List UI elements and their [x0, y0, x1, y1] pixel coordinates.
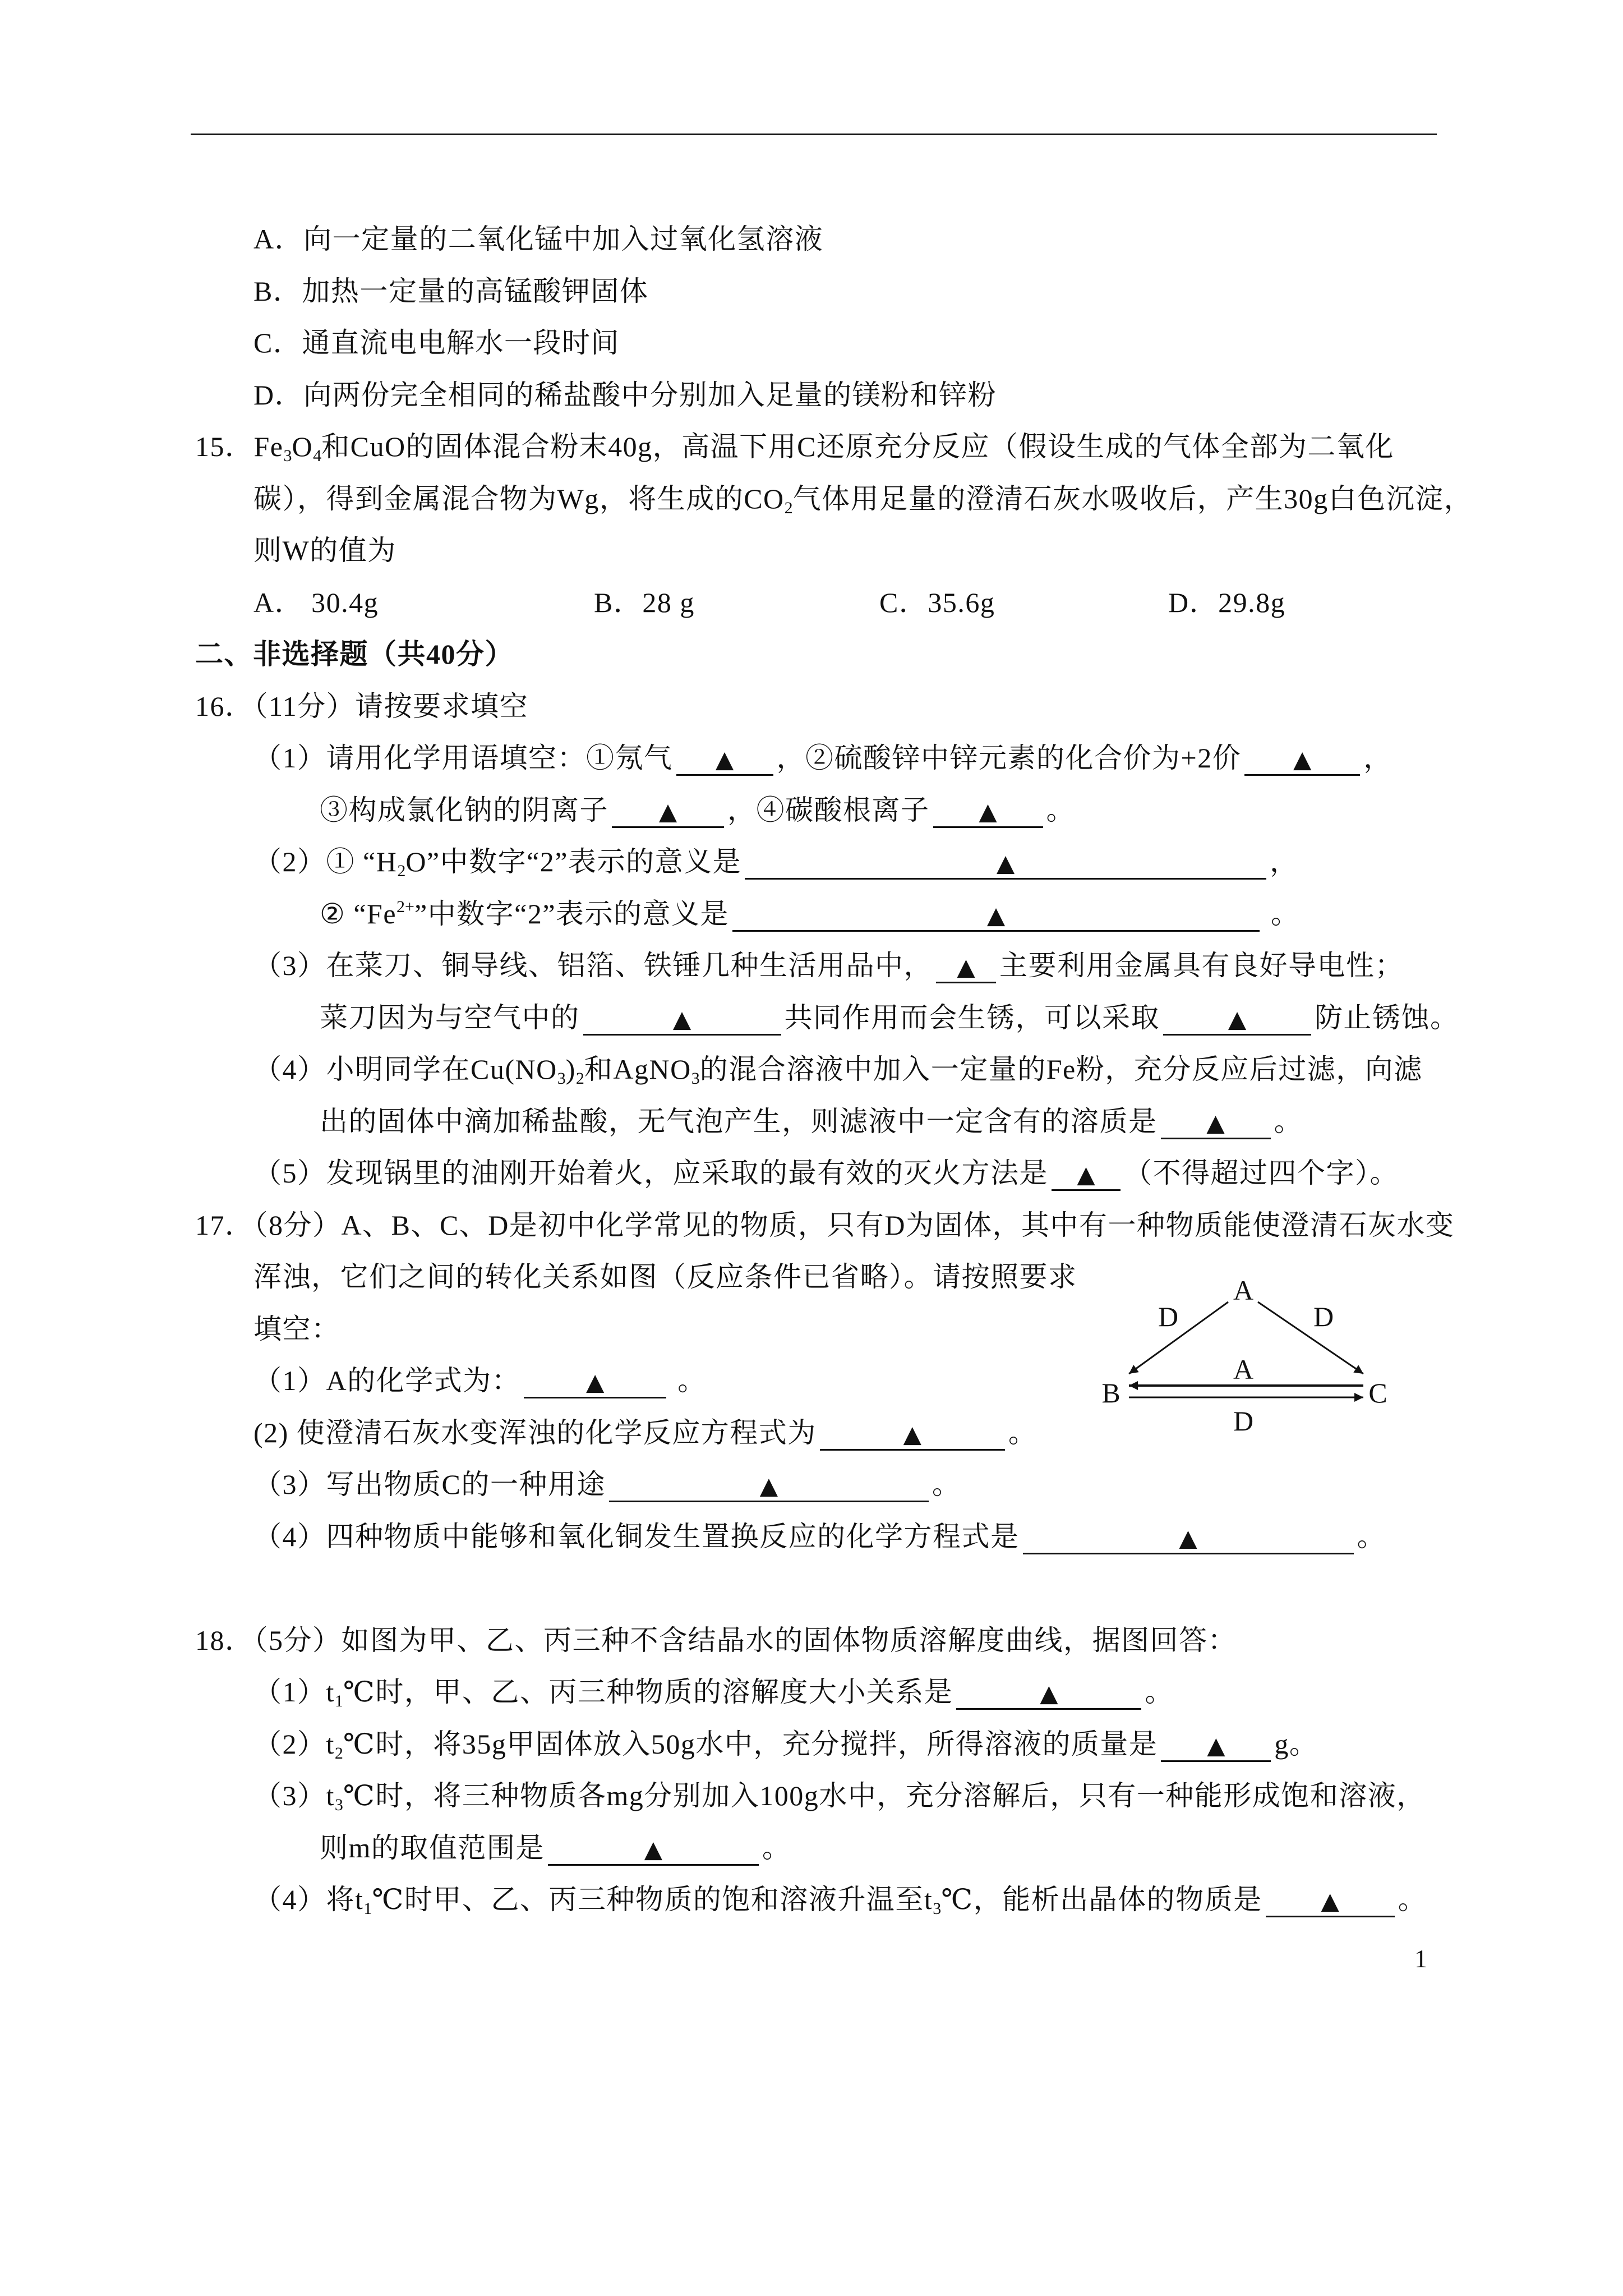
heading-text: （11分）请按要求填空: [253, 690, 529, 722]
subscript: 3: [557, 1069, 566, 1088]
q16-part4-line-2: [0, 1096, 1623, 1148]
q16-heading: [0, 680, 1623, 733]
part-text: 的混合溶液中加入一定量的Fe粉，充分反应后过滤，向滤: [699, 1053, 1423, 1085]
triangle-icon: ▲: [979, 797, 997, 825]
node-a-label: A: [1233, 1274, 1254, 1306]
answer-blank: [933, 794, 1043, 828]
stem-text: （5分）如图为甲、乙、丙三种不含结晶水的固体物质溶解度曲线，据图回答：: [253, 1624, 1237, 1656]
triangle-icon: ▲: [996, 849, 1015, 877]
node-c-label: C: [1368, 1377, 1387, 1409]
answer-blank: [732, 898, 1260, 932]
edge-b-to-c-label: D: [1233, 1405, 1254, 1437]
triangle-icon: ▲: [986, 901, 1006, 929]
triangle-icon: ▲: [1207, 1731, 1225, 1759]
option-text: C．通直流电电解水一段时间: [253, 327, 620, 358]
header-rule: [191, 134, 1437, 135]
part-text: 。: [1008, 1416, 1038, 1448]
option-text: A．向一定量的二氧化锰中加入过氧化氢溶液: [253, 223, 824, 255]
part-text: 菜刀因为与空气中的: [320, 1001, 580, 1033]
part-text: 。: [1263, 898, 1300, 930]
part-text: ℃时，甲、乙、丙三种物质的溶解度大小关系是: [343, 1676, 953, 1708]
answer-blank: [1052, 1157, 1121, 1191]
answer-blank: [936, 949, 996, 983]
option-text: D．向两份完全相同的稀盐酸中分别加入足量的镁粉和锌粉: [253, 379, 997, 411]
q15-option-b: B．28 g: [594, 586, 695, 618]
q18-part4: [0, 1874, 1623, 1926]
answer-blank: [583, 1001, 781, 1036]
q16-part2-line-2: [0, 888, 1623, 940]
q17-part4: [0, 1511, 1623, 1563]
part-text: 。: [1046, 794, 1075, 826]
part-text: （1）t: [253, 1676, 335, 1708]
subscript: 4: [313, 447, 322, 465]
q18-stem: [0, 1614, 1623, 1667]
part-text: ℃时，将35g甲固体放入50g水中，充分搅拌，所得溶液的质量是: [343, 1728, 1158, 1760]
q15-stem-line-3: [0, 524, 1623, 577]
q16-part1-line-2: [0, 784, 1623, 836]
answer-blank: [676, 742, 773, 776]
q16-part2-line-1: [0, 836, 1623, 888]
subscript: 2: [397, 862, 406, 880]
answer-blank: [820, 1416, 1005, 1451]
triangle-icon: ▲: [1206, 1108, 1225, 1137]
part-text: ℃时甲、乙、丙三种物质的饱和溶液升温至t: [372, 1884, 933, 1915]
subscript: 2: [575, 1069, 584, 1088]
spacer-line: [0, 1562, 1623, 1614]
part-text: 主要利用金属具有良好导电性；: [999, 950, 1404, 981]
part-text: ，④碳酸根离子: [727, 794, 930, 826]
edge-a-to-c-label: D: [1313, 1301, 1334, 1332]
part-text: （5）发现锅里的油刚开始着火，应采取的最有效的灭火方法是: [253, 1157, 1048, 1189]
conversion-diagram: [1088, 1273, 1402, 1442]
part-text: 。: [1398, 1884, 1427, 1915]
answer-blank: [609, 1468, 929, 1502]
answer-blank: [1163, 1001, 1311, 1036]
part-text: 。: [1274, 1105, 1303, 1137]
part-text: 。: [1145, 1676, 1174, 1708]
stem-text: 碳），得到金属混合物为Wg，将生成的CO: [253, 482, 785, 514]
subscript: 1: [334, 1692, 343, 1710]
q14-option-b: [0, 265, 1623, 318]
subscript: 1: [363, 1899, 372, 1918]
part-text: 出的固体中滴加稀盐酸，无气泡产生，则滤液中一定含有的溶质是: [320, 1105, 1158, 1137]
answer-blank: [1244, 742, 1360, 776]
stem-text: 和CuO的固体混合粉末40g，高温下用C还原充分反应（假设生成的气体全部为二氧化: [321, 431, 1394, 462]
q16-part1-line-1: [0, 732, 1623, 784]
part-text: （2）t: [253, 1728, 335, 1760]
triangle-icon: ▲: [644, 1835, 663, 1863]
edge-c-to-b-label: A: [1233, 1354, 1254, 1385]
subscript: 3: [933, 1899, 942, 1918]
answer-blank: [1023, 1520, 1354, 1554]
stem-text: 填空：: [253, 1313, 340, 1345]
part-text: 和AgNO: [584, 1053, 691, 1085]
part-text: 防止锈蚀。: [1315, 1001, 1459, 1033]
q17-part3: [0, 1458, 1623, 1511]
question-number: 17．: [195, 1209, 254, 1241]
part-text: （1）请用化学用语填空：①氖气: [253, 742, 673, 774]
q14-option-a: [0, 213, 1623, 265]
part-text: 共同作用而会生锈，可以采取: [784, 1001, 1160, 1033]
triangle-icon: ▲: [715, 746, 734, 773]
part-text: （1）A的化学式为：: [253, 1365, 521, 1396]
triangle-icon: ▲: [759, 1472, 778, 1499]
node-b-label: B: [1101, 1377, 1121, 1409]
part-text: ℃，能析出晶体的物质是: [941, 1884, 1262, 1915]
stem-text: 浑浊，它们之间的转化关系如图（反应条件已省略）。请按照要求: [253, 1261, 1077, 1292]
q14-option-c: [0, 317, 1623, 369]
q15-stem-line-2: [0, 473, 1623, 525]
part-text: （4）四种物质中能够和氧化铜发生置换反应的化学方程式是: [253, 1520, 1020, 1552]
q16-part3-line-1: [0, 940, 1623, 992]
q15-option-d: D．29.8g: [1168, 586, 1286, 618]
stem-text: O: [292, 431, 313, 462]
section-title-text: 二、非选择题（共40分）: [195, 638, 514, 670]
answer-blank: [612, 794, 724, 828]
part-text: （3）在菜刀、铜导线、铝箔、铁锤几种生活用品中，: [253, 950, 933, 981]
triangle-icon: ▲: [1040, 1680, 1058, 1707]
arrow-a-to-b: [1129, 1302, 1228, 1374]
part-text: 。: [670, 1365, 707, 1396]
q15-option-a: A． 30.4g: [253, 586, 379, 618]
part-text: （4）小明同学在Cu(NO: [253, 1053, 557, 1085]
answer-blank: [745, 845, 1266, 880]
q16-part3-line-2: [0, 992, 1623, 1044]
q15-options: [0, 577, 1623, 629]
arrow-a-to-c: [1258, 1302, 1363, 1374]
superscript: 2+: [396, 897, 414, 916]
triangle-icon: ▲: [1179, 1524, 1197, 1552]
answer-blank: [1161, 1728, 1271, 1762]
q18-part1: [0, 1666, 1623, 1718]
subscript: 3: [334, 1796, 343, 1814]
triangle-icon: ▲: [585, 1368, 605, 1396]
part-text: 。: [1357, 1520, 1386, 1552]
q18-part3-line-1: [0, 1770, 1623, 1822]
part-text: ，②硫酸锌中锌元素的化合价为+2价: [776, 742, 1242, 774]
page-number: 1: [1414, 1944, 1427, 1973]
answer-blank: [524, 1364, 666, 1398]
part-text: (2) 使澄清石灰水变浑浊的化学反应方程式为: [253, 1416, 817, 1448]
q16-part5: [0, 1147, 1623, 1199]
part-text: O”中数字“2”表示的意义是: [405, 846, 741, 877]
question-number: 18．: [195, 1624, 254, 1656]
triangle-icon: ▲: [672, 1005, 691, 1033]
stem-text: Fe: [253, 431, 284, 462]
q15-option-c: C．35.6g: [879, 586, 995, 618]
q18-part3-line-2: [0, 1822, 1623, 1874]
subscript: 2: [784, 498, 793, 517]
part-text: （3）t: [253, 1780, 335, 1811]
triangle-icon: ▲: [1293, 746, 1312, 773]
triangle-icon: ▲: [957, 953, 975, 981]
part-text: ℃时，将三种物质各mg分别加入100g水中，充分溶解后，只有一种能形成饱和溶液，: [343, 1780, 1426, 1811]
part-text: ③构成氯化钠的阴离子: [320, 794, 608, 826]
option-text: B．加热一定量的高锰酸钾固体: [253, 275, 649, 307]
subscript: 3: [691, 1069, 700, 1088]
triangle-icon: ▲: [1077, 1161, 1095, 1188]
section-title: [0, 628, 1623, 680]
part-text: ”中数字“2”表示的意义是: [414, 898, 730, 930]
answer-blank: [1266, 1883, 1395, 1917]
subscript: 2: [334, 1743, 343, 1763]
triangle-icon: ▲: [1228, 1005, 1247, 1033]
q15-stem-line-1: [0, 421, 1623, 473]
part-text: g。: [1274, 1728, 1318, 1760]
part-text: ，: [1363, 742, 1393, 774]
triangle-icon: ▲: [1321, 1887, 1339, 1915]
part-text: 。: [932, 1469, 961, 1500]
answer-blank: [548, 1832, 759, 1866]
q16-part4-line-1: [0, 1043, 1623, 1096]
stem-text: （8分）A、B、C、D是初中化学常见的物质，只有D为固体，其中有一种物质能使澄清石灰水变: [253, 1209, 1455, 1241]
page-content: [0, 213, 1623, 1926]
part-text: （2）① “H: [253, 846, 398, 877]
part-text: 。: [762, 1832, 791, 1864]
triangle-icon: ▲: [658, 797, 677, 825]
q18-part2: [0, 1718, 1623, 1770]
edge-a-to-b-label: D: [1158, 1301, 1179, 1332]
part-text: （3）写出物质C的一种用途: [253, 1469, 606, 1500]
part-text: （不得超过四个字）。: [1124, 1157, 1399, 1189]
stem-text: 气体用足量的澄清石灰水吸收后，产生30g白色沉淀，: [792, 482, 1473, 514]
question-number: 16．: [195, 690, 254, 722]
part-text: ，: [1270, 846, 1299, 877]
subscript: 3: [283, 447, 292, 465]
part-text: ): [565, 1053, 576, 1085]
question-number: 15．: [195, 431, 254, 462]
q14-option-d: [0, 369, 1623, 421]
part-text: ② “Fe: [320, 898, 397, 930]
answer-blank: [956, 1676, 1141, 1710]
part-text: （4）将t: [253, 1884, 364, 1915]
part-text: 则m的取值范围是: [320, 1832, 545, 1864]
answer-blank: [1161, 1105, 1271, 1139]
q17-stem-line-1: [0, 1199, 1623, 1251]
triangle-icon: ▲: [903, 1420, 921, 1448]
stem-text: 则W的值为: [253, 535, 396, 566]
